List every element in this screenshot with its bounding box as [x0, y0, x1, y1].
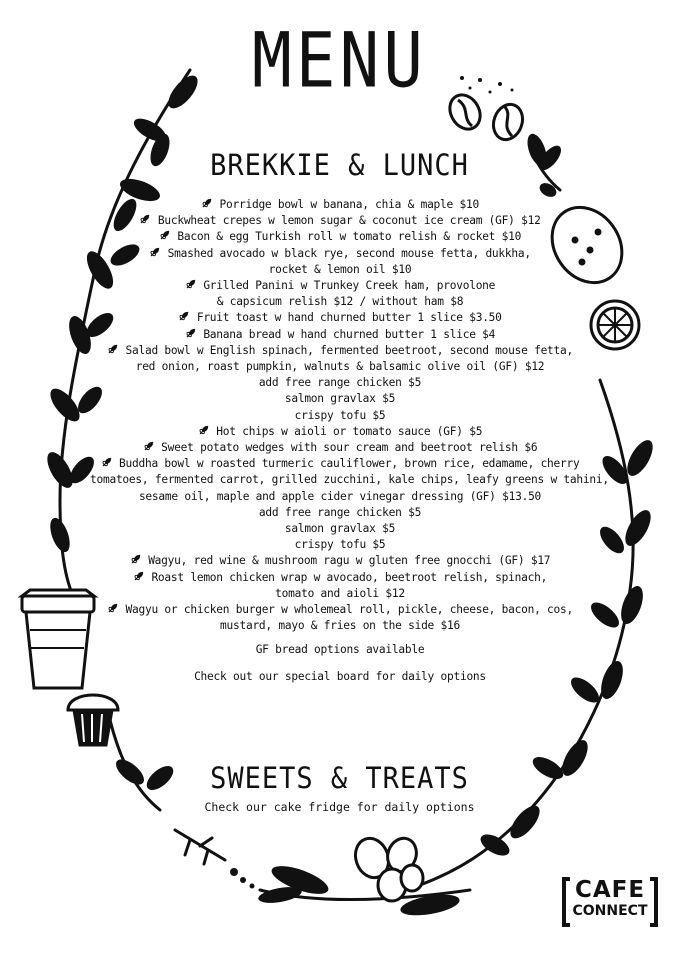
menu-item-addon: add free range chicken $5	[258, 505, 422, 519]
menu-item	[90, 278, 590, 310]
menu-item-text: & capsicum relish $12 / without ham $8	[216, 295, 464, 309]
menu-item-addon: crispy tofu $5	[294, 538, 386, 552]
menu-item	[90, 246, 590, 278]
menu-item-text: Salad bowl w English spinach, fermented beetroot, second mouse fetta,	[125, 343, 573, 357]
menu-item-line	[90, 197, 590, 213]
menu-item-text: Wagyu or chicken burger w wholemeal roll, pickle, cheese, bacon, cos,	[125, 603, 573, 617]
cafe-connect-logo	[562, 877, 658, 929]
menu-item-text: Banana bread w hand churned butter 1 slice $4	[203, 327, 496, 341]
menu-item-text: Porridge bowl w banana, chia & maple $10	[219, 198, 479, 211]
menu-item-text: Fruit toast w hand churned butter 1 slice $3.50	[196, 311, 502, 325]
menu-item-line	[90, 278, 590, 294]
menu-item-line	[90, 586, 590, 602]
menu-item-text: Grilled Panini w Trunkey Creek ham, provolone	[203, 279, 496, 293]
menu-item	[90, 343, 590, 424]
olive-branch-illustration	[350, 834, 423, 901]
menu-item	[90, 553, 590, 569]
menu-item	[90, 197, 590, 213]
menu-item-line	[90, 310, 590, 326]
logo-line-1: CAFE	[574, 877, 646, 903]
menu-item-line	[90, 327, 590, 343]
leaf-icon	[159, 229, 171, 245]
leaf-icon	[185, 327, 197, 343]
menu-item	[90, 327, 590, 343]
menu-item-text: Bacon & egg Turkish roll w tomato relish & rocket $10	[177, 230, 522, 244]
menu-item-line	[90, 440, 590, 456]
menu-item	[90, 570, 590, 602]
menu-item-line	[90, 489, 590, 505]
menu-item-line	[90, 262, 590, 278]
sweets-treats-heading: SWEETS & TREATS	[210, 761, 469, 796]
menu-note: GF bread options available	[255, 643, 425, 657]
menu-item-addon: salmon gravlax $5	[284, 522, 396, 536]
leaf-icon	[139, 213, 151, 229]
menu-item-line	[90, 294, 590, 310]
menu-item-line	[90, 213, 590, 229]
coffee-cup-illustration	[22, 590, 94, 688]
menu-item-line	[90, 359, 590, 375]
leaf-icon	[149, 246, 161, 262]
menu-item-text: Wagyu, red wine & mushroom ragu w gluten free gnocchi (GF) $17	[148, 554, 551, 568]
menu-item-line	[90, 553, 590, 569]
menu-item-line	[90, 618, 590, 634]
menu-item	[90, 213, 590, 229]
leaf-icon	[101, 456, 113, 472]
menu-item	[90, 310, 590, 326]
menu-item	[90, 602, 590, 634]
brekkie-lunch-heading: BREKKIE & LUNCH	[210, 148, 469, 183]
menu-item-text: Buddha bowl w roasted turmeric cauliflower, brown rice, edamame, cherry	[119, 457, 580, 471]
menu-item-line	[90, 602, 590, 618]
menu-item-text: Roast lemon chicken wrap w avocado, beetroot relish, spinach,	[151, 570, 548, 584]
leaf-icon	[178, 310, 190, 326]
menu-item-addon: salmon gravlax $5	[284, 392, 396, 406]
leaf-icon	[143, 440, 155, 456]
menu-item	[90, 456, 609, 553]
leaf-icon	[201, 197, 213, 213]
twig	[175, 830, 225, 864]
menu-item-addon: crispy tofu $5	[294, 408, 386, 422]
menu-item-text: tomato and aioli $12	[275, 586, 405, 600]
menu-item-text: Hot chips w aioli or tomato sauce (GF) $5	[216, 424, 483, 438]
menu-item-line	[90, 570, 590, 586]
menu-item-line	[90, 229, 590, 245]
logo-line-2: CONNECT	[572, 903, 648, 919]
menu-item-text: Smashed avocado w black rye, second mouse fetta, dukkha,	[167, 246, 531, 260]
menu-item-line	[90, 246, 590, 262]
leaf-icon	[107, 343, 119, 359]
menu-item	[90, 424, 590, 440]
menu-item-line	[90, 472, 609, 488]
muffin-illustration	[68, 695, 118, 745]
leaf-icon	[133, 570, 145, 586]
menu-title: MENU	[252, 16, 427, 105]
menu-item-line	[90, 456, 590, 472]
sweets-subtitle: Check our cake fridge for daily options	[204, 800, 475, 814]
menu-item-text: red onion, roast pumpkin, walnuts & balsamic olive oil (GF) $12	[135, 360, 545, 374]
leaf-icon	[198, 424, 210, 440]
menu-item-text: Buckwheat crepes w lemon sugar & coconut ice cream (GF) $12	[157, 214, 541, 228]
leaf-icon	[185, 278, 197, 294]
menu-item-text: sesame oil, maple and apple cider vinegar dressing (GF) $13.50	[138, 489, 542, 503]
menu-item	[90, 229, 590, 245]
menu-items-list	[90, 197, 609, 685]
menu-item-text: mustard, mayo & fries on the side $16	[220, 619, 460, 633]
menu-item-text: Sweet potato wedges with sour cream and beetroot relish $6	[161, 441, 538, 455]
menu-item-text: rocket & lemon oil $10	[268, 262, 412, 276]
menu-item-line	[90, 343, 590, 359]
menu-item-addon: add free range chicken $5	[258, 376, 422, 390]
lemon-slice-illustration	[591, 301, 639, 349]
menu-item-text: tomatoes, fermented carrot, grilled zucchini, kale chips, leafy greens w tahini,	[90, 473, 609, 487]
menu-note: Check out our special board for daily options	[194, 669, 486, 683]
menu-item-line	[90, 424, 590, 440]
leaf-icon	[130, 553, 142, 569]
menu-item	[90, 440, 590, 456]
leaf-icon	[107, 602, 119, 618]
